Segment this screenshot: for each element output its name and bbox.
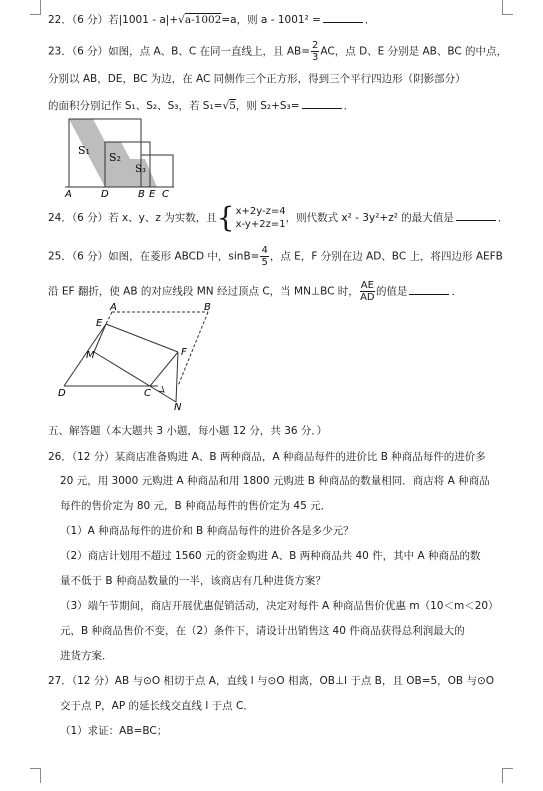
q24-answer-blank	[456, 210, 496, 221]
q25-label-m: M	[86, 350, 95, 361]
question-25-line-2	[48, 280, 462, 303]
question-25-line-1	[48, 245, 503, 268]
q25-edge-mn	[94, 352, 176, 402]
q22-text-b: =a，则 a - 1001² =	[221, 14, 321, 26]
q23-label-c: C	[162, 189, 169, 200]
question-23-line-3	[48, 98, 354, 113]
q23-label-a: A	[65, 189, 72, 200]
q26-line: 每件的售价定为 80 元，B 种商品每件的售价定为 45 元．	[60, 500, 332, 512]
crop-mark-bottom-left	[30, 768, 41, 783]
q25-edge-fn	[176, 352, 178, 402]
q25-edge-ef	[106, 324, 178, 352]
q23-text-b: AC，点 D、E 分别是 AB、BC 的中点，	[320, 45, 508, 58]
q26-line: 元，B 种商品售价不变，在（2）条件下，请设计出销售这 40 件商品获得总利润最大的	[60, 625, 465, 637]
q23-root-value: 5	[229, 100, 236, 112]
q23-label-s1: S₁	[78, 144, 90, 157]
q25-frac2-num: AE	[360, 280, 374, 291]
q25-frac-den: 5	[261, 257, 268, 268]
q24-text-c: ．	[497, 212, 509, 224]
q25-label-b: B	[204, 302, 211, 313]
q22-sqrt: √a-1002	[178, 14, 222, 26]
q22-text-c: ．	[364, 14, 376, 26]
q25-fraction	[260, 245, 268, 268]
q24-text-b: ，则代数式 x² - 3y²+z² 的最大值是	[285, 212, 454, 224]
q24-text-a: 24．（6 分）若 x、y、z 为实数，且	[48, 212, 217, 224]
q24-equation-system	[216, 201, 286, 234]
q23-sqrt: √5	[222, 100, 236, 112]
q26-line: 20 元，用 3000 元购进 A 种商品和用 1800 元购进 B 种商品的数量相同．商店将 A 种商品	[60, 475, 490, 487]
q26-line: （3）端午节期间，商店开展优惠促销活动，决定对每件 A 种商品售价优惠 m（10＜m＜20）	[60, 600, 499, 612]
q25-edge-fc	[150, 352, 178, 386]
q23-answer-blank	[302, 98, 342, 109]
q24-equation-2: x-y+2z=1	[235, 219, 286, 230]
crop-mark-top-right	[502, 0, 513, 15]
q25-text-d: 的值是	[375, 285, 408, 298]
q23-label-d: D	[101, 189, 109, 200]
q23-text-d: ，则 S₂+S₃=	[235, 100, 300, 112]
q25-text-b: ，点 E，F 分别在边 AD、BC 上，将四边形 AEFB	[269, 250, 503, 263]
q25-text-e: ．	[451, 285, 462, 298]
q25-label-c: C	[144, 388, 151, 399]
q26-line: （1）A 种商品每件的进价和 B 种商品每件的进价各是多少元？	[60, 525, 354, 537]
question-23-line-2: 分别以 AB，DE，BC 为边，在 AC 同侧作三个正方形，得到三个平行四边形（阴影部分）	[48, 73, 466, 85]
q26-line: 26．（12 分）某商店准备购进 A、B 两种商品，A 种商品每件的进价比 B 种商品每件的进价多	[48, 451, 486, 463]
q25-label-n: N	[174, 402, 182, 412]
crop-mark-bottom-right	[502, 768, 513, 783]
q23-text-a: 23．（6 分）如图，点 A、B、C 在同一直线上，且 AB=	[48, 45, 311, 58]
q23-label-b: B	[138, 189, 145, 200]
q25-label-d: D	[58, 388, 66, 399]
q23-frac-den: 3	[312, 52, 319, 63]
q24-brace: {	[216, 201, 235, 234]
q25-edge-ae-dashed	[106, 312, 112, 324]
q25-text-c: 沿 EF 翻折，使 AB 的对应线段 MN 经过顶点 C，当 MN⊥BC 时，	[48, 285, 359, 298]
q25-right-angle-mark	[158, 386, 164, 392]
q25-text-a: 25．（6 分）如图，在菱形 ABCD 中，sinB=	[48, 250, 260, 263]
q27-line: 27．（12 分）AB 与⊙O 相切于点 A，直线 l 与⊙O 相离，OB⊥l 于点 B，且 OB=5，OB 与⊙O	[48, 675, 495, 687]
q25-label-a: A	[110, 302, 117, 313]
question-22	[48, 12, 375, 27]
q25-frac-num: 4	[261, 245, 268, 256]
question-24	[48, 201, 509, 234]
q23-text-e: ．	[343, 100, 355, 112]
q26-line: 进货方案．	[60, 650, 113, 662]
q26-line: （2）商店计划用不超过 1560 元的资金购进 A、B 两种商品共 40 件，其中 A 种商品的数	[60, 550, 481, 562]
q22-text-a: 22．（6 分）若|1001 - a|+	[48, 14, 179, 26]
q23-label-e: E	[149, 189, 156, 200]
q26-line: 量不低于 B 种商品数量的一半，该商店有几种进货方案？	[60, 575, 326, 587]
q25-label-e: E	[96, 318, 103, 329]
q23-fraction	[311, 40, 319, 63]
q23-text-c: 的面积分别记作 S₁、S₂、S₃，若 S₁=	[48, 100, 223, 112]
q25-answer-blank	[409, 284, 449, 295]
q23-squares-figure	[62, 116, 177, 200]
q27-line: 交于点 P，AP 的延长线交直线 l 于点 C．	[60, 700, 254, 712]
q23-label-s2: S₂	[109, 151, 121, 164]
q23-label-s3: S₃	[135, 164, 146, 175]
q22-answer-blank	[323, 12, 363, 23]
q25-fraction-ae-ad	[360, 280, 375, 303]
section-5-heading: 五、解答题（本大题共 3 小题，每小题 12 分，共 36 分．）	[48, 425, 328, 437]
q25-rhombus-figure	[58, 302, 218, 412]
q27-line: （1）求证：AB=BC；	[60, 725, 168, 737]
q22-radicand: a-1002	[184, 14, 222, 26]
q25-frac2-den: AD	[360, 292, 375, 303]
q25-label-f: F	[181, 347, 187, 358]
q23-frac-num: 2	[312, 40, 319, 51]
q24-equation-1: x+2y-z=4	[235, 206, 286, 217]
crop-mark-top-left	[30, 0, 41, 15]
question-23-line-1	[48, 40, 507, 63]
